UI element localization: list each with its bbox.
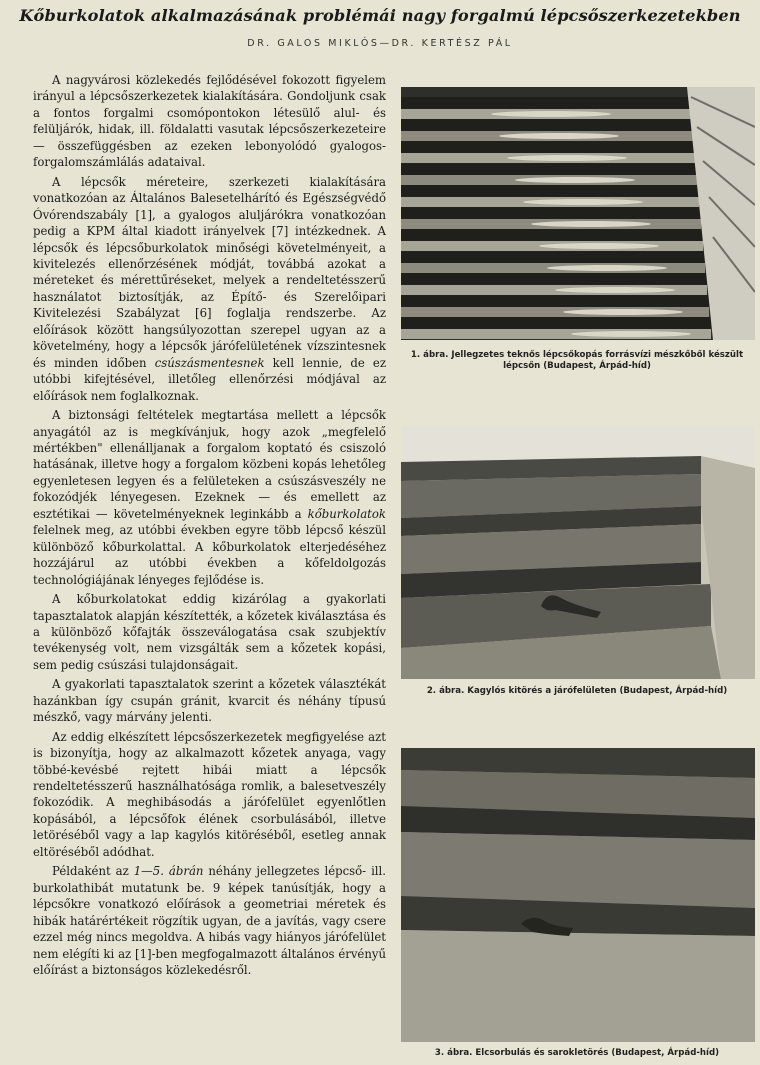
figure-1-photo xyxy=(401,87,755,340)
figure-3-photo xyxy=(401,748,755,1042)
paragraph-4: A kőburkolatokat eddig kizárólag a gyakorlati tapasztalatok alapján készítették, a kőzetek kiválasztása és a különböző kőfajták összeválogatása csak szubjektív tevékenység volt, nem vizsgálták sem a kőzetek kopási, sem pedig csúszási tulajdonságait. xyxy=(33,592,386,672)
paragraph-2-text-a: A lépcsők méreteire, szerkezeti kialakítására vonatkozóan az Általános Balesetelhárító és Egészségvédő Óvórendszabály [1], a gyalogos aluljárókra vonatkozóan pedig a KPM által kiadott irányelvek [7] intézkednek. A lépcsők és lépcsőburkolatok minőségi követelményeit, a kivitelezés ellenőrzésének módját, továbbá azokat a méreteket és mérettűréseket, melyek a rendeltetésszerű használatot biztosítják, az Építő- és Szerelőipari Kivitelezési Szabályzat [6] foglalja rendszerbe. Az előírások között hangsúlyozottan szerepel ugyan az a követelmény, hogy a lépcsők járófelületének vízszintesnek és minden időben xyxy=(33,174,386,370)
paragraph-3-text-a: A biztonsági feltételek megtartása mellett a lépcsők anyagától az is megkívánjuk, hogy azok „megfelelő mértékben" ellenálljanak a forgalom koptató és csiszoló hatásának, illetve hogy a forgalom közbeni kopás lehetőleg egyenletesen legyen és a felületeken a csúszásveszély ne fokozódjék lényegesen. Ezeknek — és emellett az esztétikai — követelményeknek leginkább a xyxy=(33,408,386,521)
figure-2-caption: 2. ábra. Kagylós kitörés a járófelületen (Budapest, Árpád-híd) xyxy=(426,686,728,696)
paragraph-7-emphasis: 1—5. ábrán xyxy=(133,864,204,879)
paragraph-1: A nagyvárosi közlekedés fejlődésével fokozott figyelem irányul a lépcsőszerkezetek kialakítására. Gondoljunk csak a fontos forgalmi csomópontokon létesülő alul- és felüljárók, hidak, ill. földalatti vasutak lépcsőszerkezeteire — összefüggésben az ezeken lebonyolódó gyalogos-forgalomszámlálás adataival. xyxy=(33,73,386,170)
paragraph-6: Az eddig elkészített lépcsőszerkezetek megfigyelése azt is bizonyítja, hogy az alkalmazott kőzetek anyaga, vagy többé-kevésbé rejtett hibái miatt a lépcsők rendeltetésszerű használhatósága romlik, a balesetveszély fokozódik. A meghibásodás a járófelület egyenlőtlen kopásából, a lépcsőfok élének csorbulásából, illetve letöréséből vagy a lap kagylós kitöréséből, esetleg annak eltöréséből adódhat. xyxy=(33,729,386,859)
paragraph-2 xyxy=(33,174,386,404)
figure-3-caption: 3. ábra. Elcsorbulás és sarokletörés (Budapest, Árpád-híd) xyxy=(434,1048,720,1058)
paragraph-3 xyxy=(33,407,386,588)
paragraph-7 xyxy=(33,863,386,978)
article-body xyxy=(33,72,386,981)
paragraph-2-emphasis: csúszásmentesnek xyxy=(154,355,265,370)
article-title: Kőburkolatok alkalmazásának problémái nagy forgalmú lépcsőszerkezetekben xyxy=(19,6,741,25)
paragraph-3-text-b: felelnek meg, az utóbbi években egyre több lépcső készül különböző kőburkolattal. A kőburkolatok elterjedéséhez hozzájárul az utóbbi években a kőfeldolgozás technológiájának lényeges fejlődése is. xyxy=(33,523,386,587)
paragraph-2-text-b: kell lennie, de ez utóbbi kifejtésével, illetőleg ellenőrzési módjával az előírások nem foglalkoznak. xyxy=(33,355,386,403)
figure-2-photo xyxy=(401,426,755,679)
paragraph-7-text-a: Példaként az xyxy=(52,864,134,879)
paragraph-7-text-b: néhány jellegzetes lépcső- ill. burkolathibát mutatunk be. 9 képek tanúsítják, hogy a lépcsőkre vonatkozó előírások a geometriai méretek és hibák határértékeit rögzítik ugyan, de a javítás, vagy csere ezzel még nincs megoldva. A hibás vagy hiányos járófelület nem elégíti ki az [1]-ben megfogalmazott általános érvényű előírást a biztonságos közlekedésről. xyxy=(33,864,386,978)
article-authors: DR. GALOS MIKLÓS—DR. KERTÉSZ PÁL xyxy=(247,38,513,49)
figure-1-caption: 1. ábra. Jellegzetes teknős lépcsőkopás forrásvízi mészkőből készült lépcsőn (Budapest, Árpád-híd) xyxy=(410,350,744,371)
paragraph-5: A gyakorlati tapasztalatok szerint a kőzetek választékát hazánkban így csupán gránit, kvarcit és néhány típusú mészkő, vagy márvány jelenti. xyxy=(33,677,386,725)
paragraph-3-emphasis: kőburkolatok xyxy=(307,506,386,521)
